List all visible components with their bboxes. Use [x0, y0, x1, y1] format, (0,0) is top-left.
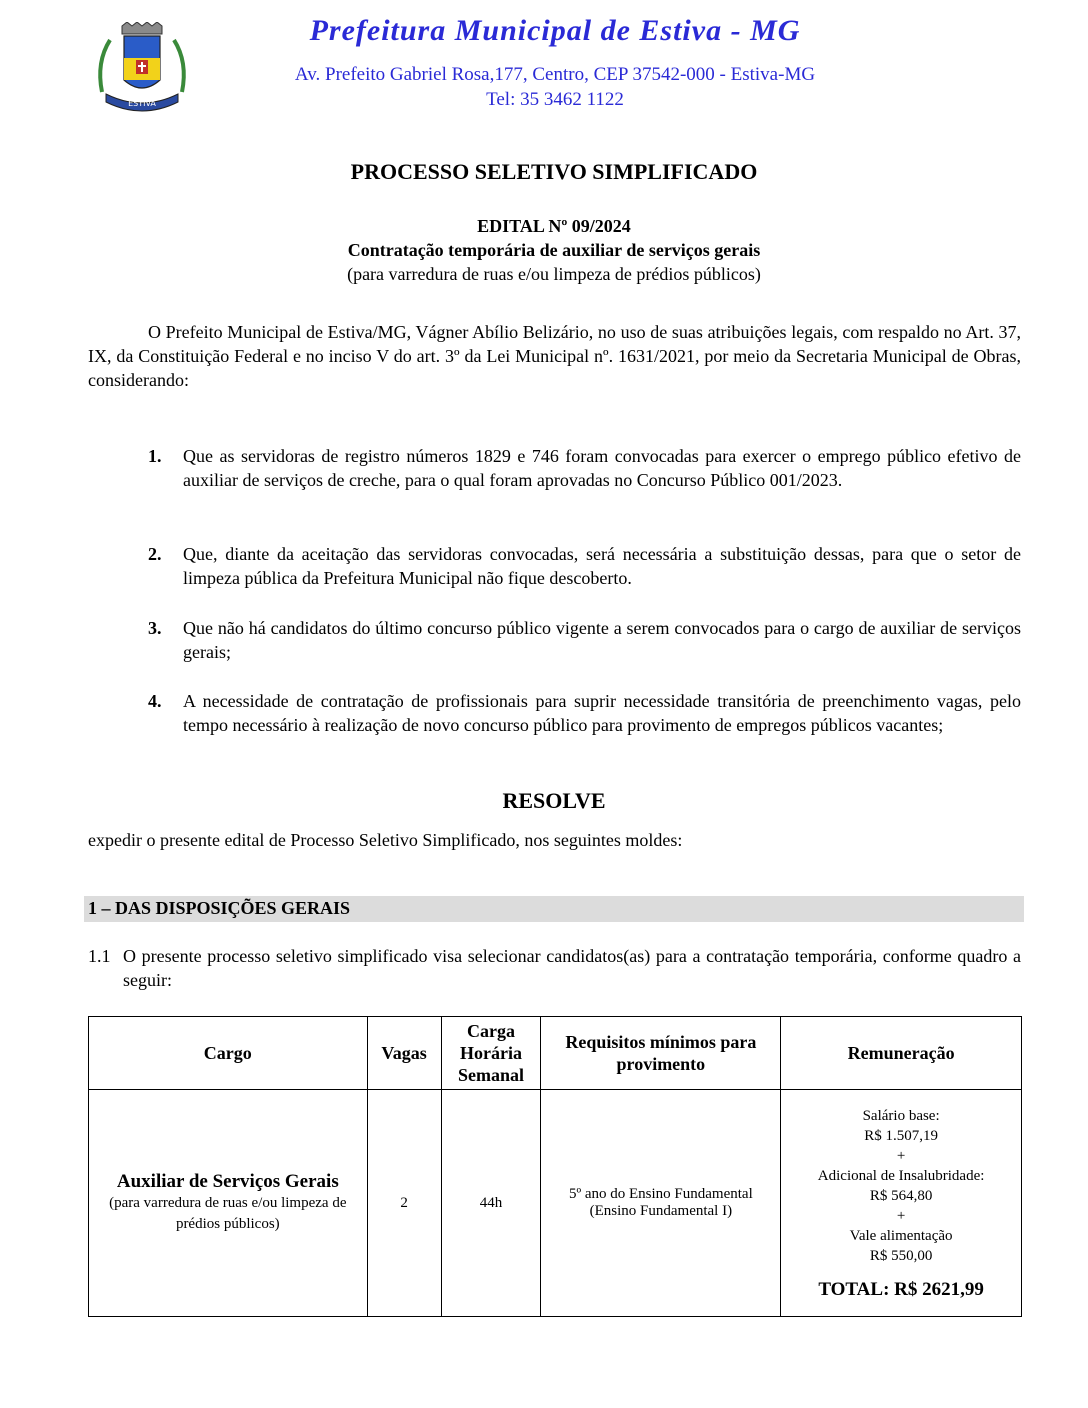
section-heading: [84, 896, 1024, 922]
header-cargo: Cargo: [89, 1017, 368, 1090]
edital-heading: [0, 214, 1088, 286]
intro-paragraph: O Prefeito Municipal de Estiva/MG, Vágner Abílio Belizário, no uso de suas atribuições legais, com respaldo no Art. 37, IX, da Constituição Federal e no inciso V do art. 3º da Lei Municipal nº. 1631/2021, por meio da Secretaria Municipal de Obras, considerando:: [88, 322, 1021, 390]
item-number: 1.1: [88, 946, 111, 966]
list-item-number: 1.: [148, 446, 162, 466]
cell-vagas: 2: [367, 1090, 441, 1317]
list-item-text: A necessidade de contratação de profissionais para suprir necessidade transitória de preenchimento vagas, pelo tempo necessário à realização de novo concurso público para provimento de empregos públicos vacantes;: [183, 691, 1021, 735]
municipality-address: [220, 62, 890, 112]
header-remuneracao: Remuneração: [781, 1017, 1022, 1090]
rem-line: +: [896, 1148, 906, 1164]
cell-requisitos: 5º ano do Ensino Fundamental (Ensino Fundamental I): [541, 1090, 781, 1317]
list-item-text: Que não há candidatos do último concurso público vigente a serem convocados para o cargo de auxiliar de serviços gerais;: [183, 618, 1021, 662]
edital-subject: Contratação temporária de auxiliar de serviços gerais: [347, 240, 761, 260]
rem-line: +: [896, 1208, 906, 1224]
header-requisitos: Requisitos mínimos para provimento: [541, 1017, 781, 1090]
municipal-crest-icon: [92, 22, 192, 114]
cell-cargo: [89, 1090, 368, 1317]
rem-line: Adicional de Insalubridade:: [817, 1168, 985, 1184]
cargo-note: (para varredura de ruas e/ou limpeza de prédios públicos): [109, 1195, 347, 1232]
document-title: PROCESSO SELETIVO SIMPLIFICADO: [350, 159, 758, 184]
header-carga: Carga Horária Semanal: [441, 1017, 541, 1090]
rem-line: Salário base:: [862, 1108, 940, 1124]
rem-line: R$ 564,80: [869, 1188, 933, 1204]
edital-subject-note: (para varredura de ruas e/ou limpeza de prédios públicos): [347, 264, 761, 284]
rem-line: R$ 1.507,19: [864, 1128, 938, 1144]
crest-label: ESTIVA: [128, 99, 156, 108]
remuneracao-total: TOTAL: R$ 2621,99: [818, 1279, 984, 1300]
resolve-heading: RESOLVE: [502, 788, 606, 813]
list-item-text: Que as servidoras de registro números 1829 e 746 foram convocadas para exercer o emprego público efetivo de auxiliar de serviços de creche, para o qual foram aprovadas no Concurso Público 001/2023.: [183, 446, 1021, 490]
header-vagas: Vagas: [367, 1017, 441, 1090]
page-header: [0, 0, 1088, 130]
rem-line: Vale alimentação: [849, 1228, 953, 1244]
list-item-number: 3.: [148, 618, 162, 638]
list-item-number: 2.: [148, 544, 162, 564]
cell-carga: 44h: [441, 1090, 541, 1317]
rem-line: R$ 550,00: [869, 1248, 933, 1264]
remuneracao-breakdown: [781, 1106, 1021, 1300]
phone-line: Tel: 35 3462 1122: [486, 89, 624, 110]
positions-table: [88, 1016, 1022, 1317]
item-text: O presente processo seletivo simplificado visa selecionar candidatos(as) para a contratação temporária, conforme quadro a seguir:: [123, 946, 1021, 990]
cell-remuneracao: [781, 1090, 1022, 1317]
section-heading-text: 1 – DAS DISPOSIÇÕES GERAIS: [88, 898, 351, 918]
table-row: [89, 1090, 1022, 1317]
cargo-name: Auxiliar de Serviços Gerais: [116, 1171, 339, 1192]
municipality-title: Prefeitura Municipal de Estiva - MG: [309, 14, 801, 47]
list-item-text: Que, diante da aceitação das servidoras convocadas, será necessária a substituição dessas, para que o setor de limpeza pública da Prefeitura Municipal não fique descoberto.: [183, 544, 1021, 588]
list-item-number: 4.: [148, 691, 162, 711]
table-header-row: [89, 1017, 1022, 1090]
address-line: Av. Prefeito Gabriel Rosa,177, Centro, CEP 37542-000 - Estiva-MG: [294, 64, 816, 85]
resolve-text: expedir o presente edital de Processo Seletivo Simplificado, nos seguintes moldes:: [88, 830, 683, 850]
edital-number: EDITAL Nº 09/2024: [477, 216, 631, 236]
